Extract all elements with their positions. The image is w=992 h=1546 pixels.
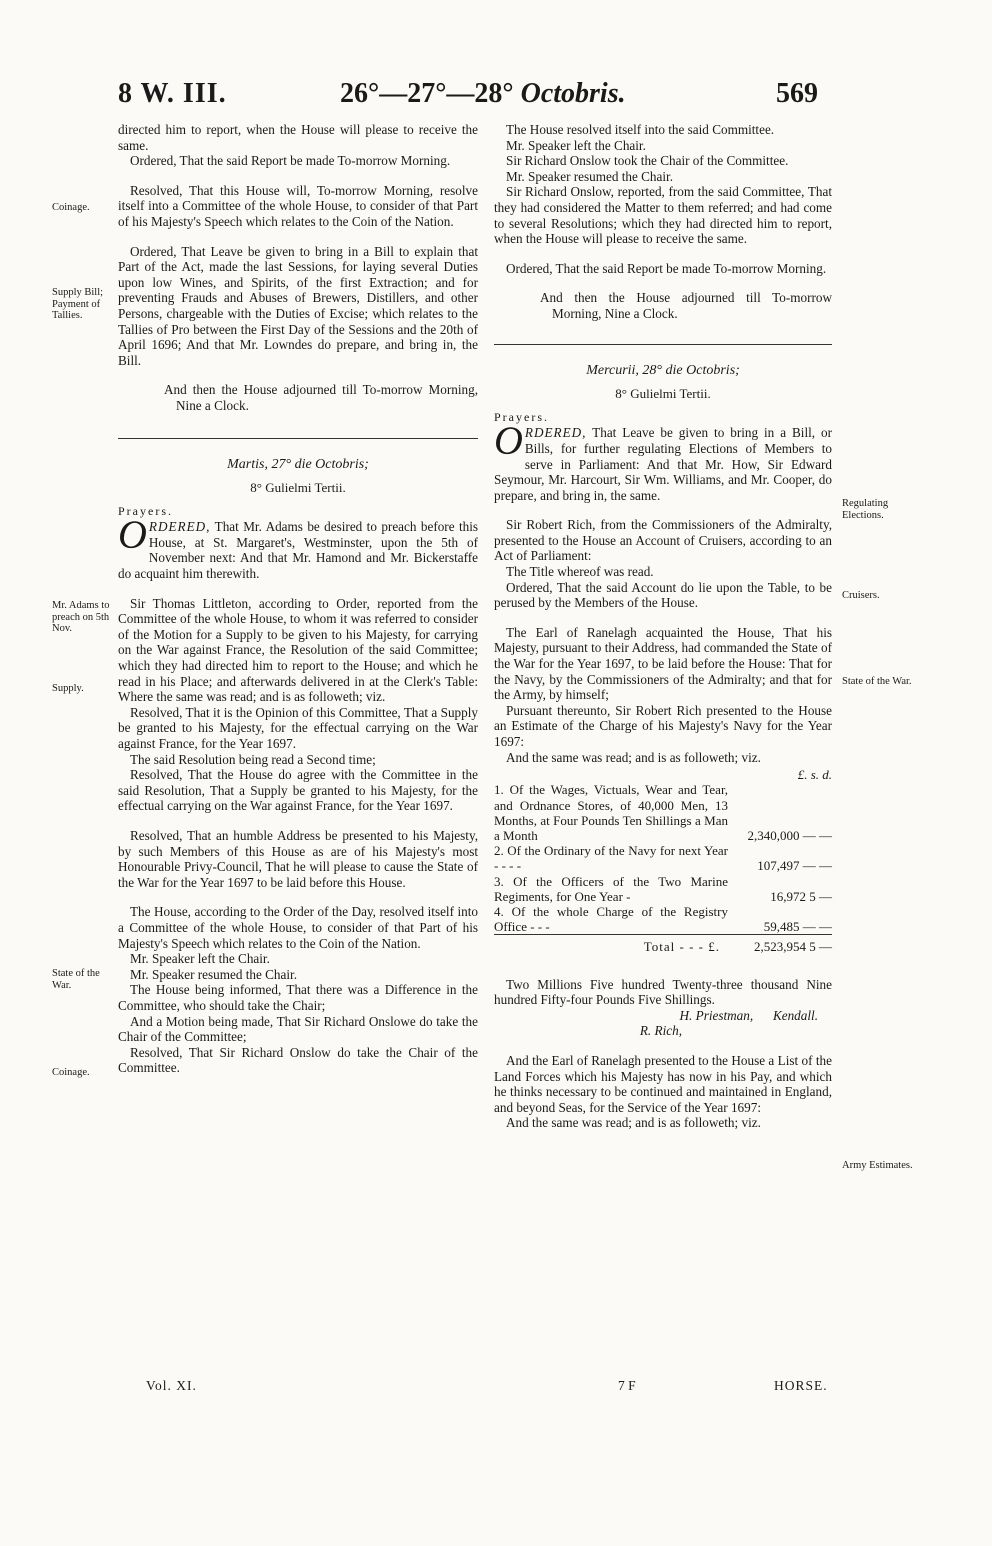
estimate-label: 1. Of the Wages, Victuals, Wear and Tear, and Ordnance Stores, of 40,000 Men, 13 Months, at Four Pounds Ten Shillings a Man a Month <box>494 782 728 843</box>
paragraph: Ordered, That the said Account do lie upon the Table, to be perused by the Members of the House. <box>494 579 832 611</box>
adjournment: And then the House adjourned till To-morrow Morning, Nine a Clock. <box>540 290 832 321</box>
paragraph: The said Resolution being read a Second time; <box>130 751 376 767</box>
table-row <box>494 782 832 843</box>
paragraph: Pursuant thereunto, Sir Robert Rich presented to the House an Estimate of the Charge of his Majesty's Navy for the Year 1697: <box>494 702 832 749</box>
order-paragraph <box>494 418 832 503</box>
paragraph: Sir Thomas Littleton, according to Order, reported from the Committee of the whole House, to whom it was referred to consider of the Motion for a Supply to be given to his Majesty, for carrying on the War against France, the Resolution of the said Committee; which they had directed him to report to the House; and which he read in his Place; and afterwards delivered in at the Clerk's Table: Where the same was read; and is as followeth; viz. <box>118 595 478 705</box>
ordered-caps: RDERED, <box>524 425 587 441</box>
table-row <box>494 904 832 935</box>
estimate-amount: 107,497 — — <box>757 858 832 874</box>
estimate-amount: 2,340,000 — — <box>747 828 832 843</box>
currency-header: £. s. d. <box>797 767 832 783</box>
paragraph: And the same was read; and is as followeth; viz. <box>506 1115 761 1131</box>
table-row <box>494 767 832 782</box>
paragraph: Ordered, That the said Report be made To-morrow Morning. <box>506 260 827 276</box>
paragraph: That Mr. Adams be desired to preach before this House, at St. Margaret's, Westminster, upon the 5th of November next: And that Mr. Hamond and Mr. Bickerstaffe do acquaint him therewith. <box>118 519 479 582</box>
regnal-year: 8 W. III. <box>118 78 227 109</box>
margin-note-cruisers: Cruisers. <box>842 590 880 601</box>
section-divider <box>494 344 832 345</box>
total-row <box>494 935 832 955</box>
paragraph: Mr. Speaker left the Chair. <box>506 137 646 153</box>
sum-in-words: Two Millions Five hundred Twenty-three thousand Nine hundred Fifty-four Pounds Five Shillings. <box>494 976 832 1008</box>
left-column <box>118 122 478 1076</box>
paragraph: And a Motion being made, That Sir Richard Onslowe do take the Chair of the Committee; <box>118 1013 478 1045</box>
paragraph: Resolved, That Sir Richard Onslow do take the Chair of the Committee. <box>118 1044 478 1076</box>
adjournment: And then the House adjourned till To-morrow Morning, Nine a Clock. <box>164 382 478 413</box>
margin-note-army-estimates: Army Estimates. <box>842 1160 913 1171</box>
running-header <box>0 78 992 118</box>
paragraph: The House resolved itself into the said Committee. <box>506 122 775 137</box>
drop-cap: O <box>118 512 147 558</box>
margin-note-coinage-2: Coinage. <box>52 1067 90 1078</box>
day-title: Martis, 27° die Octobris; <box>227 456 369 472</box>
paragraph: And the same was read; and is as followeth; viz. <box>506 749 761 765</box>
paragraph: The House, according to the Order of the Day, resolved itself into a Committee of the whole House, to consider of that Part of his Majesty's Speech which relates to the Coin of the Nation. <box>118 904 478 951</box>
paragraph: Resolved, That it is the Opinion of this Committee, That a Supply be granted to his Majesty, for the effectual carrying on the War against France, for the Year 1697. <box>118 704 478 751</box>
section-divider <box>118 438 478 439</box>
volume-label: Vol. XI. <box>146 1378 197 1393</box>
right-column <box>494 122 832 1131</box>
drop-cap: O <box>494 418 523 464</box>
order-paragraph <box>118 512 479 582</box>
paragraph: directed him to report, when the House will please to receive the same. <box>118 122 478 153</box>
paragraph: Ordered, That Leave be given to bring in a Bill to explain that Part of the Act, made the last Sessions, for laying several Duties upon low Wines, and Spirits, of the first Extraction; and for preventing Frauds and Abuses of Brewers, Distillers, and other Persons, chargeable with the Duties of Excise; which relates to the Tallies of Pro between the First Day of the Sessions and the 20th of April 1696; And that Mr. Lowndes do prepare, and bring in, the Bill. <box>118 243 478 368</box>
paragraph: Mr. Speaker resumed the Chair. <box>130 966 297 982</box>
estimate-label: 4. Of the whole Charge of the Registry Office - - - <box>494 904 728 935</box>
paragraph: Resolved, That an humble Address be presented to his Majesty, by such Members of this House as are of his Majesty's most Honourable Privy-Council, That he will please to cause the State of the War for the Year 1697 to be laid before this House. <box>118 827 478 890</box>
paragraph: Mr. Speaker left the Chair. <box>130 951 270 967</box>
margin-note-state-war-r: State of the War. <box>842 676 912 687</box>
header-dates <box>340 78 626 110</box>
paragraph: Resolved, That the House do agree with the Committee in the said Resolution, That a Supply be granted to his Majesty, for the effectual carrying on the War against France, for the Year 1697. <box>118 767 478 814</box>
margin-note-coinage: Coinage. <box>52 202 90 213</box>
paragraph: The House being informed, That there was a Difference in the Committee, who should take the Chair; <box>118 982 478 1013</box>
reign-line: 8° Gulielmi Tertii. <box>615 386 711 402</box>
navy-estimate-table <box>494 767 832 954</box>
header-day-range: 26°—27°—28° <box>340 78 514 109</box>
table-row <box>494 874 832 904</box>
paragraph: Ordered, That the said Report be made To-morrow Morning. <box>130 153 451 169</box>
estimate-label: 2. Of the Ordinary of the Navy for next Year - - - - <box>494 843 728 874</box>
page-number: 569 <box>776 78 818 109</box>
paragraph: The Earl of Ranelagh acquainted the House, That his Majesty, pursuant to their Address, had commanded the State of the War for the Year 1697, to be laid before the House: That for the Navy, by the Commissioners of the Admiralty; and that for the Army, by himself; <box>494 624 832 703</box>
total-amount: 2,523,954 5 — <box>728 935 832 955</box>
prayers-heading: Prayers. <box>494 409 549 424</box>
reign-line: 8° Gulielmi Tertii. <box>250 480 346 496</box>
estimate-amount: 59,485 — — <box>763 919 832 935</box>
paragraph: Resolved, That this House will, To-morrow Morning, resolve itself into a Committee of the whole House, to consider of that Part of his Majesty's Speech which relates to the Coin of the Nation. <box>118 182 478 229</box>
margin-note-state-war: State of the War. <box>52 968 100 991</box>
margin-note-supply-bill: Supply Bill; Payment of Tallies. <box>52 287 104 321</box>
paragraph: That Leave be given to bring in a Bill, or Bills, for further regulating Elections of Members to serve in Parliament: And that Mr. How, Sir Edward Seymour, Mr. Harcourt, Sir Wm. Williams, and Mr. Cooper, do prepare, and bring in, the same. <box>494 425 832 503</box>
paragraph: Sir Robert Rich, from the Commissioners of the Admiralty, presented to the House an Account of Cruisers, according to an Act of Parliament: <box>494 517 832 564</box>
paragraph: Sir Richard Onslow took the Chair of the Committee. <box>506 153 789 169</box>
estimate-label: 3. Of the Officers of the Two Marine Regiments, for One Year - <box>494 873 728 904</box>
margin-note-regulating-elections: Regulating Elections. <box>842 498 889 521</box>
total-label: Total - - - £. <box>494 935 728 955</box>
signature-mark: 7 F <box>618 1378 636 1393</box>
table-row <box>494 843 832 873</box>
paragraph: Sir Richard Onslow, reported, from the said Committee, That they had considered the Matter to them referred; and had come to several Resolutions; which they had directed him to report, when the House will please to receive the same. <box>494 184 832 247</box>
day-title: Mercurii, 28° die Octobris; <box>586 362 740 378</box>
estimate-amount: 16,972 5 — <box>770 888 832 904</box>
prayers-heading: Prayers. <box>118 503 173 518</box>
signature-line: H. Priestman, Kendall. <box>679 1007 818 1023</box>
margin-note-supply: Supply. <box>52 683 84 694</box>
paragraph: The Title whereof was read. <box>506 564 654 580</box>
ordered-caps: RDERED, <box>148 519 211 535</box>
catchword: HORSE. <box>774 1378 828 1393</box>
header-month: Octobris. <box>520 78 626 109</box>
paragraph: Mr. Speaker resumed the Chair. <box>506 168 673 184</box>
margin-note-adams: Mr. Adams to preach on 5th Nov. <box>52 600 110 634</box>
paragraph: And the Earl of Ranelagh presented to the House a List of the Land Forces which his Majesty has now in his Pay, and which he thinks necessary to be continued and maintained in England, and beyond Seas, for the Service of the Year 1697: <box>494 1053 832 1115</box>
signature-line: R. Rich, <box>639 1023 682 1039</box>
